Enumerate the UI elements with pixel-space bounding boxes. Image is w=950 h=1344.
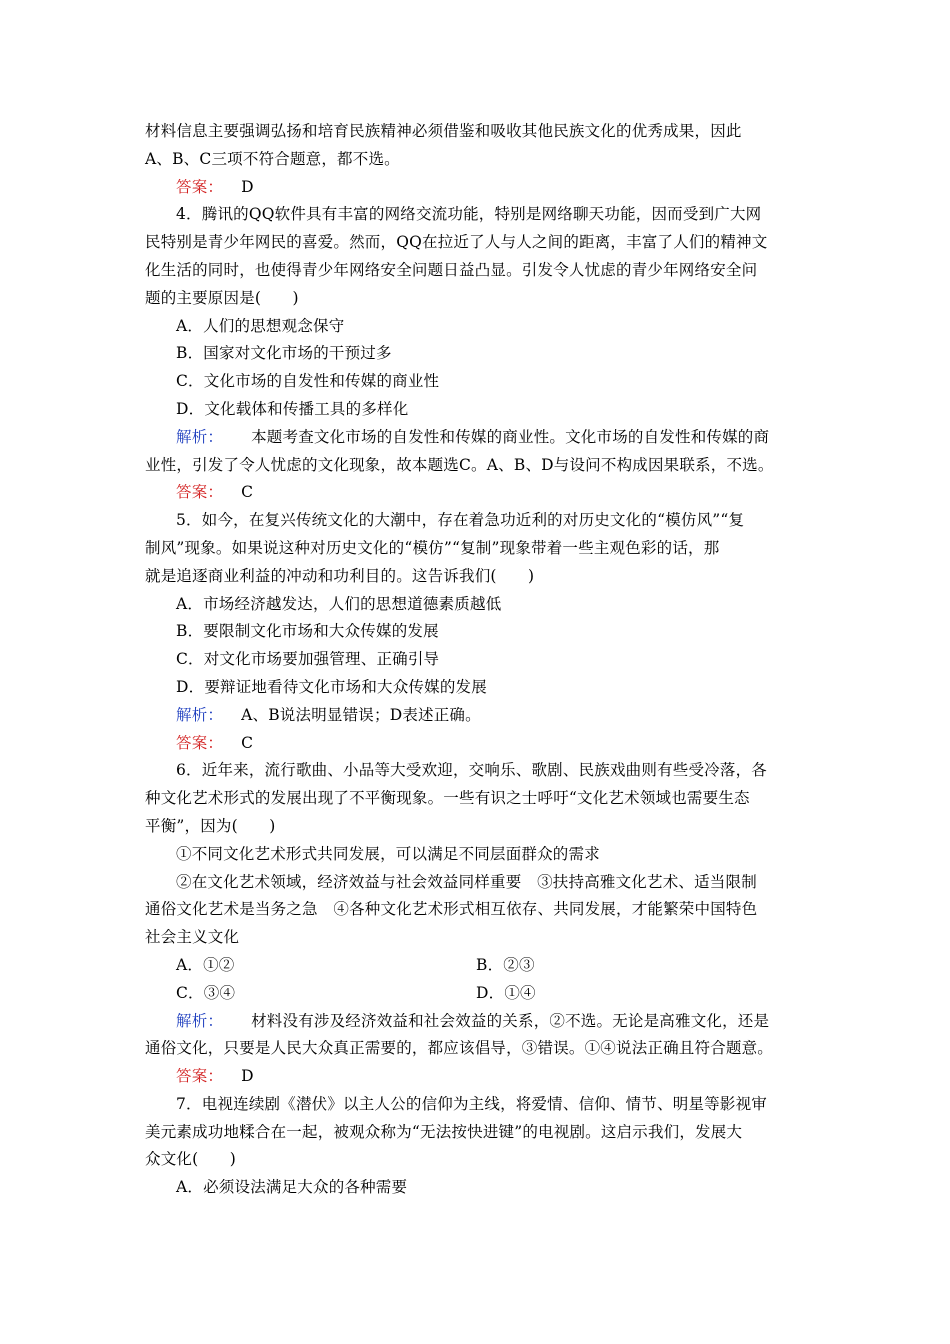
analysis-line [145,702,807,730]
statement-line: 社会主义文化 [145,928,240,947]
answer-label: 答案： [176,733,224,752]
analysis-text: 材料没有涉及经济效益和社会效益的关系，②不选。无论是高雅文化，还是 [251,1011,770,1030]
option-c: C．对文化市场要加强管理、正确引导 [176,650,440,669]
option-b: B．②③ [476,955,535,974]
question-stem-line: 美元素成功地糅合在一起，被观众称为“无法按快进键”的电视剧。这启示我们，发展大 [145,1122,743,1141]
answer-label: 答案： [176,483,224,502]
question-stem-line: 种文化艺术形式的发展出现了不平衡现象。一些有识之士呼吁“文化艺术领域也需要生态 [145,789,750,808]
answer-line [145,1063,807,1091]
option-row [145,980,807,1008]
paragraph-line: A、B、C三项不符合题意，都不选。 [145,149,400,168]
option-d: D．文化载体和传播工具的多样化 [176,399,409,418]
answer-line [145,174,807,202]
answer-value: C [241,733,254,752]
answer-line [145,479,807,507]
answer-label: 答案： [176,177,224,196]
paragraph-line: 材料信息主要强调弘扬和培育民族精神必须借鉴和吸收其他民族文化的优秀成果，因此 [145,122,742,140]
question-stem-line: 平衡”，因为( ) [145,816,276,835]
question-stem-line: 众文化( ) [145,1150,236,1169]
analysis-line [145,424,807,452]
analysis-label: 解析： [176,1011,224,1030]
analysis-text: 本题考查文化市场的自发性和传媒的商业性。文化市场的自发性和传媒的商 [251,427,770,446]
analysis-line: 业性，引发了令人忧虑的文化现象，故本题选C。A、B、D与设问不构成因果联系，不选。 [145,455,774,474]
question-stem-line: 就是追逐商业利益的冲动和功利目的。这告诉我们( ) [145,566,535,585]
question-stem-line: 化生活的同时，也使得青少年网络安全问题日益凸显。引发令人忧虑的青少年网络安全问 [145,260,758,279]
analysis-line: 通俗文化，只要是人民大众真正需要的，都应该倡导，③错误。①④说法正确且符合题意。 [145,1039,774,1058]
statement-line: 通俗文化艺术是当务之急 ④各种文化艺术形式相互依存、共同发展，才能繁荣中国特色 [145,900,758,919]
option-d: D．①④ [476,983,536,1002]
analysis-label: 解析： [176,427,224,446]
option-c: C．文化市场的自发性和传媒的商业性 [176,372,440,391]
option-c: C．③④ [176,983,236,1002]
question-stem-line: 民特别是青少年网民的喜爱。然而，QQ在拉近了人与人之间的距离，丰富了人们的精神文 [145,233,768,252]
question-stem-line: 4．腾讯的QQ软件具有丰富的网络交流功能，特别是网络聊天功能，因而受到广大网 [176,205,762,224]
statement-line: ①不同文化艺术形式共同发展，可以满足不同层面群众的需求 [176,844,600,863]
option-a: A．必须设法满足大众的各种需要 [176,1178,408,1197]
statement-line: ②在文化艺术领域，经济效益与社会效益同样重要 ③扶持高雅文化艺术、适当限制 [176,872,757,891]
answer-label: 答案： [176,1067,224,1086]
answer-value: D [241,1067,254,1086]
question-stem-line: 5．如今，在复兴传统文化的大潮中，存在着急功近利的对历史文化的“模仿风”“复 [176,511,745,530]
question-stem-line: 7．电视连续剧《潜伏》以主人公的信仰为主线，将爱情、信仰、情节、明星等影视审 [176,1094,767,1113]
option-d: D．要辩证地看待文化市场和大众传媒的发展 [176,677,487,696]
question-stem-line: 制风”现象。如果说这种对历史文化的“模仿”“复制”现象带着一些主观色彩的话，那 [145,538,720,557]
option-a: A．①② [176,955,235,974]
answer-value: C [241,483,254,502]
option-row [145,952,807,980]
option-a: A．人们的思想观念保守 [176,316,345,335]
option-b: B．要限制文化市场和大众传媒的发展 [176,622,439,641]
answer-value: D [241,177,254,196]
analysis-line [145,1008,807,1036]
answer-line [145,730,807,758]
question-stem-line: 题的主要原因是( ) [145,288,299,307]
document-page [145,118,807,1202]
option-a: A．市场经济越发达，人们的思想道德素质越低 [176,594,502,613]
question-stem-line: 6．近年来，流行歌曲、小品等大受欢迎，交响乐、歌剧、民族戏曲则有些受冷落，各 [176,761,767,780]
analysis-label: 解析： [176,705,224,724]
analysis-text: A、B说法明显错误；D表述正确。 [241,705,481,724]
option-b: B．国家对文化市场的干预过多 [176,344,392,363]
